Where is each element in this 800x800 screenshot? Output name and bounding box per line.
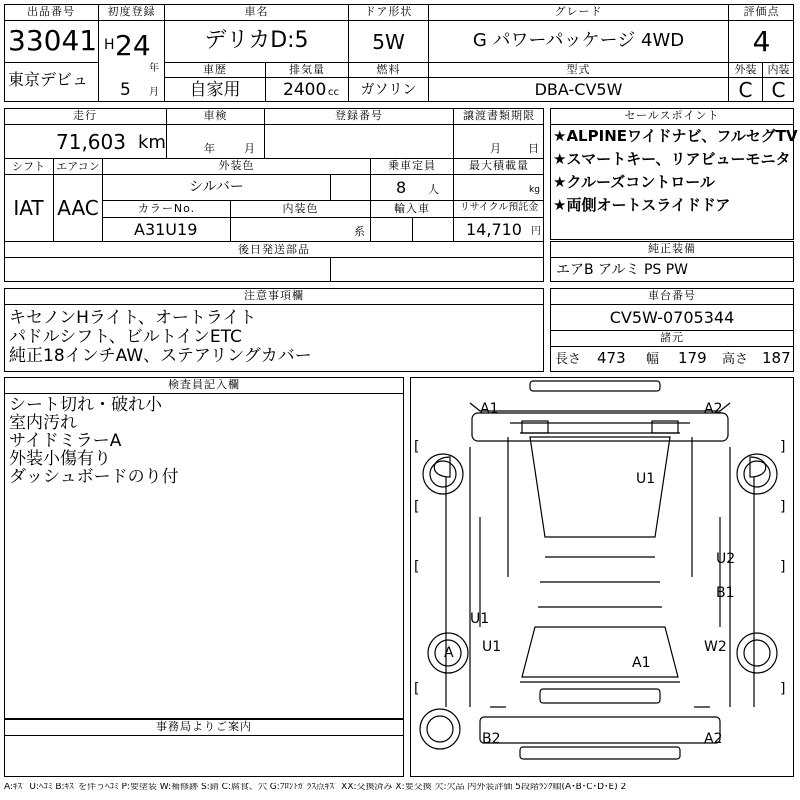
bracket: ] — [780, 499, 786, 515]
inspector-note: シート切れ・破れ小 — [9, 395, 162, 415]
debut-label: 東京デビュ — [8, 70, 89, 89]
inspector-note: サイドミラーA — [9, 431, 122, 451]
caution-line: 純正18インチAW、ステアリングカバー — [9, 346, 312, 366]
mileage: 71,603 — [56, 130, 126, 154]
bracket: [ — [414, 499, 420, 515]
first-reg-label: 初度登録 — [107, 5, 156, 18]
damage-mark: A1 — [632, 655, 651, 671]
standard-equipment: エアB アルミ PS PW — [556, 262, 689, 278]
damage-mark: U2 — [716, 551, 736, 567]
width: 179 — [678, 349, 707, 367]
bracket: [ — [414, 681, 420, 697]
bracket: ] — [780, 559, 786, 575]
capacity: 8 — [396, 178, 407, 197]
caution-line: パドルシフト、ビルトインETC — [9, 327, 242, 347]
grade-label: グレード — [554, 5, 603, 18]
first-reg-year: 24 — [115, 29, 151, 62]
score-label: 評価点 — [743, 5, 780, 18]
bracket: ] — [780, 681, 786, 697]
chassis-number: CV5W-0705344 — [609, 308, 735, 327]
damage-mark: A — [444, 645, 454, 661]
damage-mark: B1 — [716, 585, 735, 601]
damage-mark: U1 — [482, 639, 502, 655]
damage-mark: A1 — [480, 401, 499, 417]
caution-line: キセノンHライト、オートライト — [9, 308, 257, 328]
inspector-note: 外装小傷有り — [9, 449, 111, 469]
inspector-note: 室内汚れ — [9, 413, 77, 433]
door-type: 5W — [372, 30, 405, 54]
shift: IAT — [13, 196, 44, 220]
damage-mark: A2 — [704, 731, 723, 747]
damage-mark: B2 — [482, 731, 501, 747]
model-code: DBA-CV5W — [534, 80, 623, 99]
color-number: A31U19 — [134, 220, 198, 239]
inspector-note: ダッシュボードのり付 — [9, 467, 179, 487]
air-conditioner: AAC — [57, 196, 99, 220]
era: H — [104, 37, 115, 53]
sales-point: ★ALPINEワイドナビ、フルセグTV — [553, 127, 798, 145]
fuel: ガソリン — [360, 82, 417, 98]
height: 187 — [762, 349, 791, 367]
damage-mark: U1 — [636, 471, 656, 487]
bracket: [ — [414, 559, 420, 575]
lot-label: 出品番号 — [27, 5, 75, 18]
car-name-label: 車名 — [244, 5, 269, 18]
length: 473 — [597, 349, 626, 367]
bracket: [ — [414, 439, 420, 455]
grade: G パワーパッケージ 4WD — [472, 30, 685, 51]
car-name: デリカD:5 — [204, 28, 309, 53]
first-reg-month: 5 — [120, 80, 131, 100]
damage-mark: U1 — [470, 611, 490, 627]
recycle-fee: 14,710 — [466, 220, 522, 239]
sales-point: ★両側オートスライドドア — [553, 196, 731, 214]
legend: A:ｷｽﾞ U:ﾍｺﾐ B:ｷｽﾞを伴うﾍｺﾐ P:要塗装 W:補修跡 S:錆 C:腐食、穴 G:ﾌﾛﾝﾄｶﾞﾗｽ点ｷｽﾞ XX:交換済み X:要交換 欠:欠品 内外装評価 5段階ﾗﾝｸ順(A･B･C･D･E) 2 — [4, 783, 627, 792]
door-label: ドア形状 — [364, 5, 413, 18]
damage-mark: A2 — [704, 401, 723, 417]
car-condition-diagram — [410, 377, 794, 777]
damage-mark: W2 — [704, 639, 727, 655]
sales-point: ★クルーズコントロール — [553, 173, 715, 191]
lot-number: 33041 — [8, 24, 98, 57]
interior-grade: C — [771, 78, 786, 102]
bracket: ] — [780, 439, 786, 455]
score: 4 — [752, 25, 771, 58]
history: 自家用 — [189, 80, 241, 100]
exterior-grade: C — [738, 78, 753, 102]
body-color: シルバー — [189, 179, 244, 195]
sales-point: ★スマートキー、リアビューモニタ — [553, 150, 791, 168]
displacement: 2400 — [283, 80, 327, 100]
